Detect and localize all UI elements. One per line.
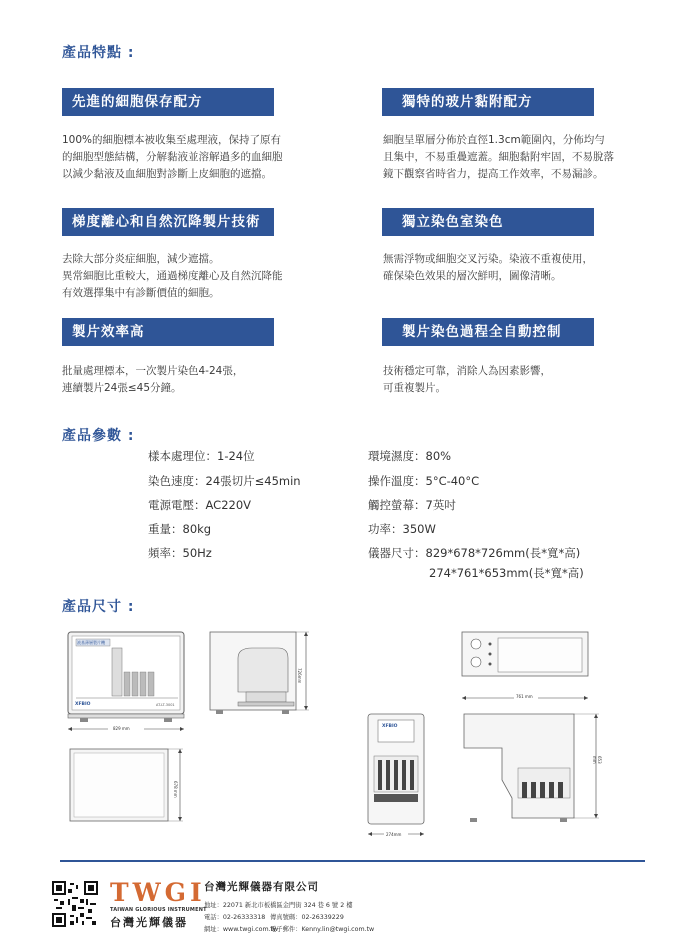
company-address: 地址：22071 新北市板橋區金門街 324 巷 6 號 2 樓 (204, 902, 353, 909)
param-voltage: 電源電壓：AC220V (148, 498, 252, 512)
feature-body-full-auto (383, 363, 653, 397)
params-section-title: 產品參數 : (62, 428, 135, 444)
small-height-dimension-label: 653 mm (592, 756, 602, 764)
width-dimension-label: 829 mm (113, 726, 130, 731)
small-width-dimension-label: 274mm (386, 832, 402, 837)
feature-line: 可重複製片。 (383, 382, 446, 394)
large-unit-side-view (208, 630, 318, 722)
company-name: 台灣光輝儀器有限公司 (204, 881, 319, 893)
param-humidity: 環境濕度：80% (368, 449, 452, 463)
feature-body-gradient-centrifuge (62, 251, 332, 302)
qr-code-icon (52, 881, 98, 927)
features-section-title: 產品特點 : (62, 45, 135, 61)
company-website[interactable]: 網址：www.twgi.com.tw (204, 926, 279, 933)
feature-line: 技術穩定可靠，消除人為因素影響， (383, 365, 551, 377)
feature-line: 無需浮物或細胞交叉污染。染液不重複使用， (383, 253, 593, 265)
feature-line: 100%的細胞標本被收集至處理液，保持了原有 (62, 134, 282, 146)
param-touchscreen: 觸控螢幕：7英吋 (368, 498, 456, 512)
param-staining-speed: 染色速度：24張切片≤45min (148, 474, 301, 488)
param-power: 功率：350W (368, 522, 436, 536)
feature-title-cell-preservation: 先進的細胞保存配方 (62, 88, 274, 116)
param-frequency: 頻率：50Hz (148, 546, 212, 560)
company-email[interactable]: 電子郵件：Kenny.lin@twgi.com.tw (270, 926, 375, 933)
front-panel-label: 液基薄層製片機 (77, 640, 105, 645)
param-temperature: 操作溫度：5°C-40°C (368, 474, 480, 488)
param-dimensions-small: 274*761*653mm(長*寬*高) (429, 566, 584, 580)
feature-line: 有效選擇集中有診斷價值的細胞。 (62, 287, 220, 299)
height-dimension-label: 726mm (297, 668, 302, 684)
small-unit-front-view (362, 710, 432, 840)
front-brand-label: XFBIO (75, 702, 91, 707)
feature-line: 的細胞型態結構，分解黏液並溶解過多的血細胞 (62, 151, 283, 163)
feature-title-independent-staining: 獨立染色室染色 (382, 208, 594, 236)
top-width-dimension-label: 761 mm (516, 694, 533, 699)
footer-divider (60, 860, 645, 862)
company-phone: 電話：02-26333318 (204, 914, 266, 921)
feature-line: 確保染色效果的層次鮮明，圖像清晰。 (383, 270, 562, 282)
large-unit-top-view (66, 745, 196, 835)
feature-title-efficiency: 製片效率高 (62, 318, 274, 346)
small-unit-side-view (456, 708, 616, 826)
feature-line: 異常細胞比重較大，通過梯度離心及自然沉降能 (62, 270, 283, 282)
feature-line: 且集中，不易重疊遮蓋。細胞黏附牢固，不易脫落 (383, 151, 614, 163)
feature-line: 去除大部分炎症細胞，減少遮擋。 (62, 253, 220, 265)
logo-english-name: TAIWAN GLORIOUS INSTRUMENT (110, 907, 207, 913)
feature-line: 批量處理標本，一次製片染色4-24張， (62, 365, 244, 377)
feature-body-efficiency (62, 363, 332, 397)
param-dimensions: 儀器尺寸：829*678*726mm(長*寬*高) (368, 546, 581, 560)
feature-body-cell-preservation (62, 132, 332, 183)
logo-mark: TWGI (110, 878, 206, 907)
front-model-label: AT-LT-3001 (156, 703, 175, 707)
dimensions-section-title: 產品尺寸 : (62, 599, 135, 615)
feature-line: 細胞呈單層分佈於直徑1.3cm範圍內，分佈均勻 (383, 134, 605, 146)
feature-line: 以減少黏液及血細胞對診斷上皮細胞的遮擋。 (62, 168, 272, 180)
feature-line: 連續製片24張≤45分鐘。 (62, 382, 182, 394)
feature-body-slide-adhesion (383, 132, 653, 183)
feature-line: 鏡下觀察省時省力，提高工作效率，不易漏診。 (383, 168, 604, 180)
small-brand-label: XFBIO (382, 724, 398, 729)
feature-title-slide-adhesion: 獨特的玻片黏附配方 (382, 88, 594, 116)
feature-title-gradient-centrifuge: 梯度離心和自然沉降製片技術 (62, 208, 274, 236)
param-sample-positions: 樣本處理位：1-24位 (148, 449, 255, 463)
depth-dimension-label: 678 mm (173, 781, 178, 798)
param-weight: 重量：80kg (148, 522, 212, 536)
feature-body-independent-staining (383, 251, 653, 285)
large-unit-front-view (62, 628, 192, 736)
company-logo (110, 878, 207, 930)
small-unit-top-view (458, 628, 598, 708)
logo-chinese-name: 台灣光輝儀器 (110, 916, 188, 929)
company-fax: 傳真號碼：02-26339229 (270, 914, 344, 921)
feature-title-full-auto: 製片染色過程全自動控制 (382, 318, 594, 346)
